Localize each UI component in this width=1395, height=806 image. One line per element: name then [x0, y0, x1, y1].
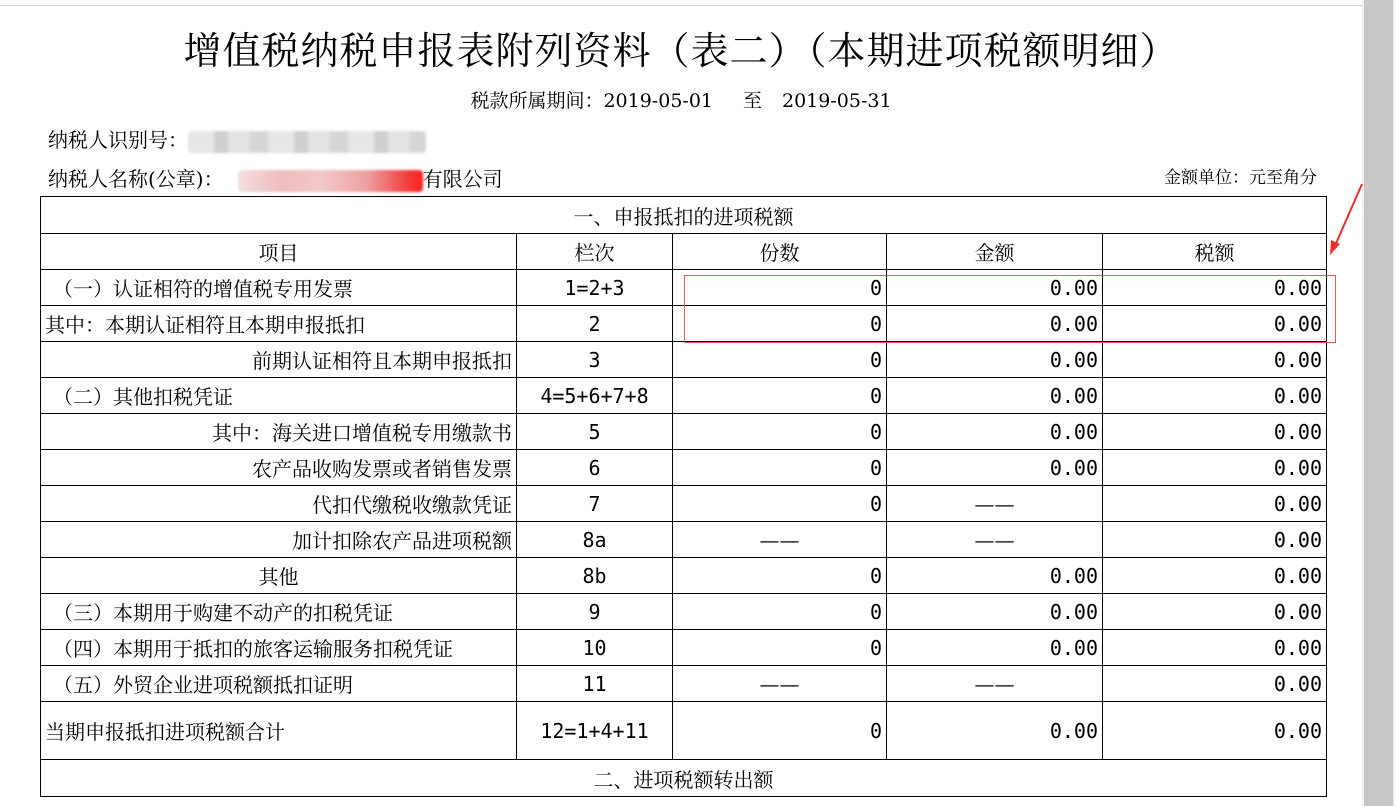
table-row	[41, 522, 1327, 558]
section-1-title: 一、申报抵扣的进项税额	[41, 197, 1327, 234]
page-top-border	[0, 5, 1362, 6]
row-count: 0	[673, 702, 887, 760]
header-tax: 税额	[1103, 234, 1327, 270]
redacted-taxpayer-id	[188, 131, 426, 153]
period-end: 2019-05-31	[782, 90, 892, 112]
table-row	[41, 450, 1327, 486]
table-row	[41, 486, 1327, 522]
row-tax: 0.00	[1103, 702, 1327, 760]
amount-unit: 金额单位：元至角分	[1164, 168, 1317, 188]
taxpayer-id-row	[48, 124, 426, 153]
row-line-no: 7	[517, 486, 673, 522]
period-label: 税款所属期间：	[470, 90, 604, 112]
table-row-total	[41, 702, 1327, 760]
row-line-no: 4=5+6+7+8	[517, 378, 673, 414]
row-tax: 0.00	[1103, 630, 1327, 666]
table-row	[41, 342, 1327, 378]
row-item: （二）其他扣税凭证	[41, 378, 517, 414]
row-item: 当期申报抵扣进项税额合计	[41, 702, 517, 760]
taxpayer-name-row	[48, 163, 503, 192]
row-count: 0	[673, 306, 887, 342]
scrollbar-thumb[interactable]	[1364, 0, 1393, 806]
row-item: 其中：海关进口增值税专用缴款书	[41, 414, 517, 450]
row-tax: 0.00	[1103, 342, 1327, 378]
row-item: 其他	[41, 558, 517, 594]
row-amount: 0.00	[887, 702, 1103, 760]
column-header-row	[41, 234, 1327, 270]
row-item: 代扣代缴税收缴款凭证	[41, 486, 517, 522]
row-line-no: 11	[517, 666, 673, 702]
row-line-no: 10	[517, 630, 673, 666]
header-item: 项目	[41, 234, 517, 270]
row-item: （三）本期用于购建不动产的扣税凭证	[41, 594, 517, 630]
row-tax: 0.00	[1103, 522, 1327, 558]
row-item: （一）认证相符的增值税专用发票	[41, 270, 517, 306]
row-count: ——	[673, 522, 887, 558]
row-count: 0	[673, 342, 887, 378]
form-title: 增值税纳税申报表附列资料（表二）（本期进项税额明细）	[183, 29, 1179, 73]
row-amount: 0.00	[887, 270, 1103, 306]
highlight-box	[684, 275, 1336, 343]
table-row	[41, 666, 1327, 702]
row-amount: ——	[887, 666, 1103, 702]
row-tax: 0.00	[1103, 378, 1327, 414]
table-row	[41, 414, 1327, 450]
row-tax: 0.00	[1103, 306, 1327, 342]
row-item: 其中：本期认证相符且本期申报抵扣	[41, 306, 517, 342]
section-header-row	[41, 197, 1327, 234]
header-line-no: 栏次	[517, 234, 673, 270]
row-tax: 0.00	[1103, 270, 1327, 306]
row-count: 0	[673, 630, 887, 666]
row-amount: 0.00	[887, 558, 1103, 594]
row-item: 加计扣除农产品进项税额	[41, 522, 517, 558]
row-amount: 0.00	[887, 342, 1103, 378]
row-line-no: 5	[517, 414, 673, 450]
row-amount: 0.00	[887, 414, 1103, 450]
row-tax: 0.00	[1103, 594, 1327, 630]
tax-period	[0, 86, 1362, 113]
row-amount: 0.00	[887, 630, 1103, 666]
row-line-no: 8a	[517, 522, 673, 558]
row-item: （四）本期用于抵扣的旅客运输服务扣税凭证	[41, 630, 517, 666]
row-count: 0	[673, 594, 887, 630]
taxpayer-name-label: 纳税人名称(公章)：	[48, 167, 224, 191]
row-count: 0	[673, 414, 887, 450]
table-row	[41, 630, 1327, 666]
row-count: 0	[673, 486, 887, 522]
row-amount: ——	[887, 486, 1103, 522]
row-tax: 0.00	[1103, 414, 1327, 450]
period-to: 至	[743, 90, 763, 112]
row-amount: 0.00	[887, 378, 1103, 414]
row-tax: 0.00	[1103, 450, 1327, 486]
row-tax: 0.00	[1103, 666, 1327, 702]
row-line-no: 1=2+3	[517, 270, 673, 306]
row-item: 前期认证相符且本期申报抵扣	[41, 342, 517, 378]
row-line-no: 8b	[517, 558, 673, 594]
table-row	[41, 378, 1327, 414]
row-line-no: 3	[517, 342, 673, 378]
row-line-no: 2	[517, 306, 673, 342]
redacted-taxpayer-name	[238, 170, 423, 192]
section-2-title: 二、进项税额转出额	[41, 760, 1327, 797]
row-count: ——	[673, 666, 887, 702]
row-item: （五）外贸企业进项税额抵扣证明	[41, 666, 517, 702]
row-count: 0	[673, 378, 887, 414]
row-line-no: 12=1+4+11	[517, 702, 673, 760]
period-start: 2019-05-01	[603, 90, 713, 112]
taxpayer-name-suffix: 有限公司	[422, 167, 503, 191]
row-tax: 0.00	[1103, 486, 1327, 522]
header-amount: 金额	[887, 234, 1103, 270]
row-tax: 0.00	[1103, 558, 1327, 594]
table-row	[41, 558, 1327, 594]
row-count: 0	[673, 558, 887, 594]
row-amount: 0.00	[887, 306, 1103, 342]
row-amount: 0.00	[887, 594, 1103, 630]
row-amount: ——	[887, 522, 1103, 558]
taxpayer-id-label: 纳税人识别号：	[48, 128, 188, 152]
row-count: 0	[673, 450, 887, 486]
annotation-arrow-icon	[1326, 182, 1366, 257]
header-count: 份数	[673, 234, 887, 270]
row-item: 农产品收购发票或者销售发票	[41, 450, 517, 486]
row-amount: 0.00	[887, 450, 1103, 486]
row-line-no: 9	[517, 594, 673, 630]
section-header-row	[41, 760, 1327, 797]
row-line-no: 6	[517, 450, 673, 486]
row-count: 0	[673, 270, 887, 306]
table-row	[41, 594, 1327, 630]
